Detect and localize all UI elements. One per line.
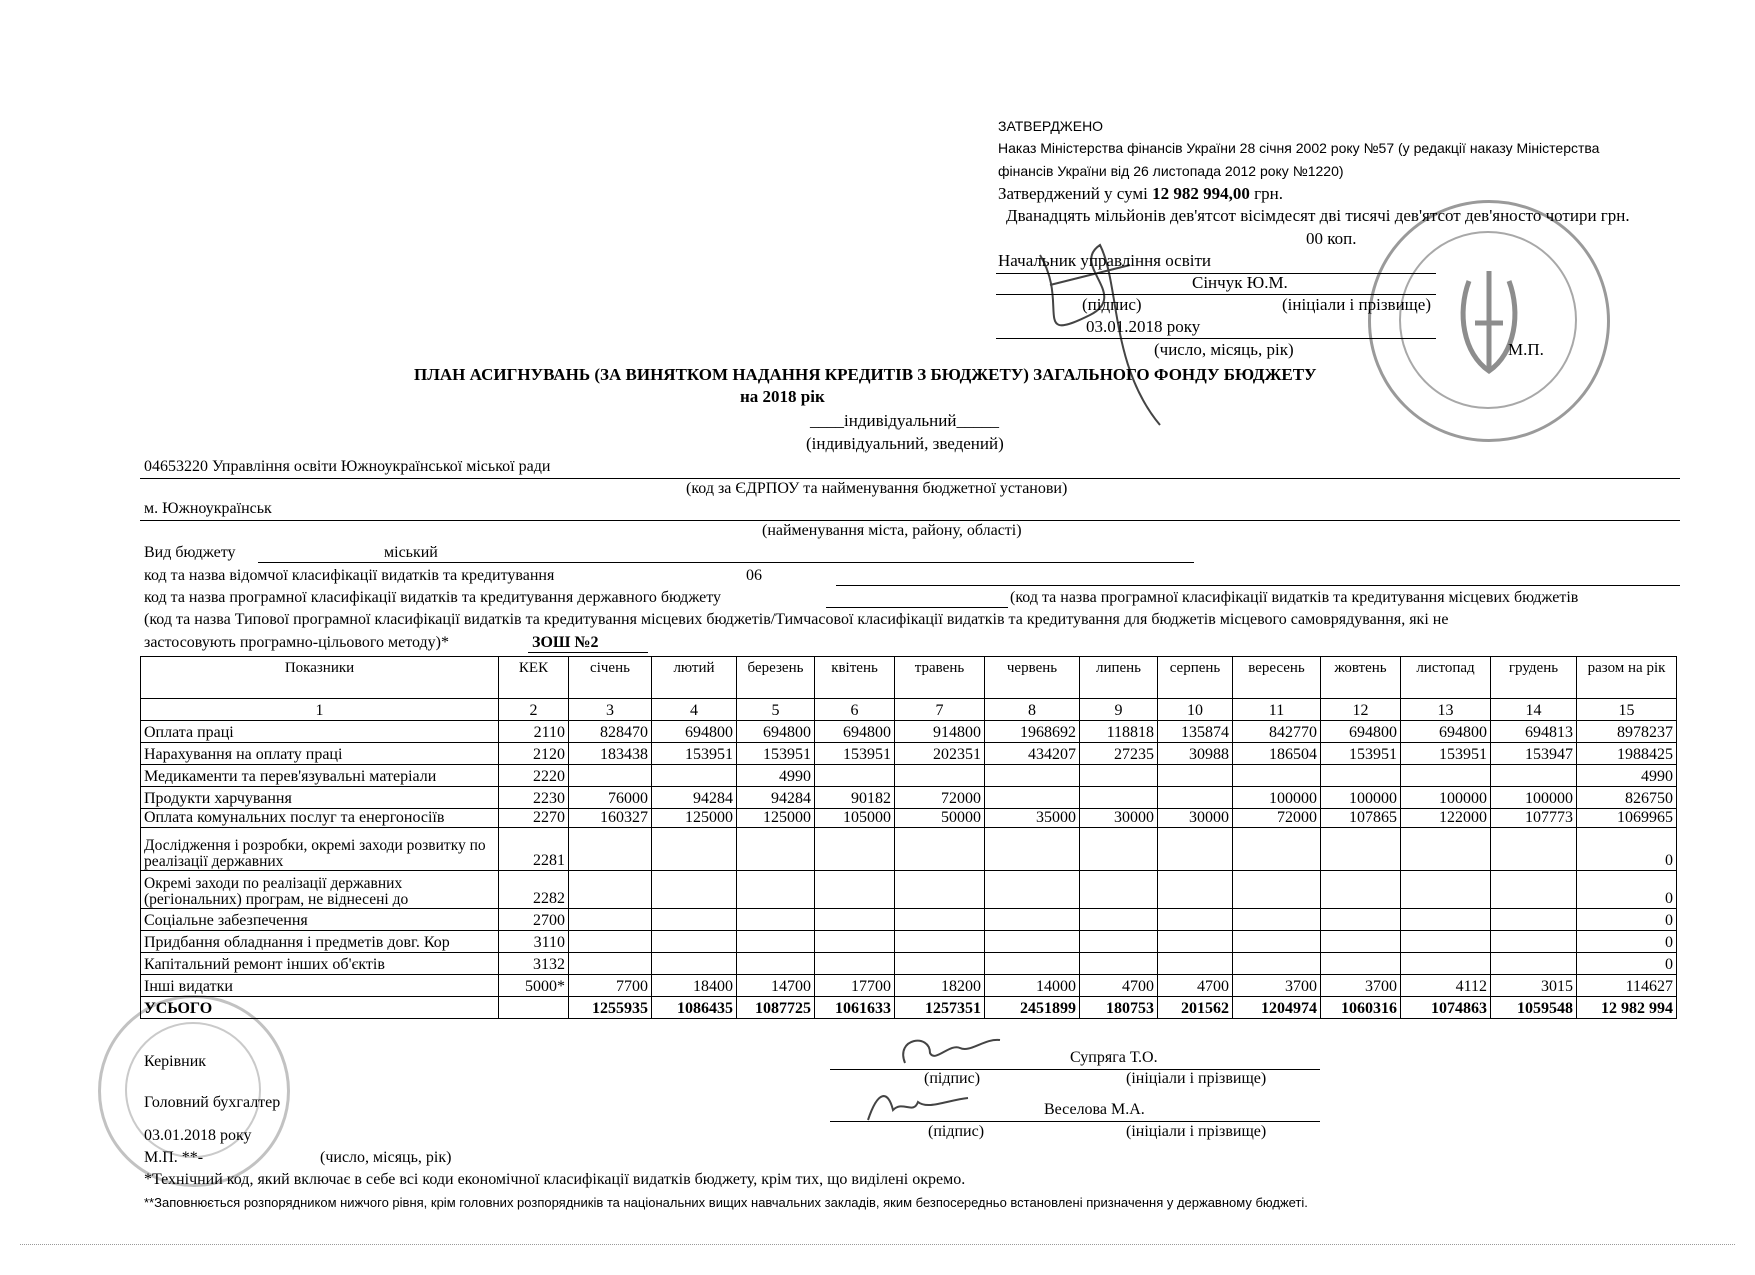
header-indicators: Показники [141, 657, 499, 699]
month-value-cell [1158, 828, 1233, 871]
month-value-cell: 14700 [737, 975, 815, 997]
month-value-cell [652, 909, 737, 931]
year-total-cell: 1988425 [1577, 743, 1677, 765]
header-jun: червень [985, 657, 1080, 699]
year-total-cell: 826750 [1577, 787, 1677, 809]
header-apr: квітень [815, 657, 895, 699]
month-value-cell [815, 871, 895, 909]
month-value-cell: 94284 [737, 787, 815, 809]
index-cell: 12 [1321, 699, 1401, 721]
indicator-name: Інші видатки [141, 975, 499, 997]
year-total-cell: 0 [1577, 909, 1677, 931]
index-cell: 5 [737, 699, 815, 721]
program-local-caption: (код та назва програмної класифікації видатків та кредитування місцевих бюджетів [1010, 589, 1579, 606]
month-value-cell [1080, 787, 1158, 809]
table-row [141, 975, 1677, 997]
month-value-cell: 135874 [1158, 721, 1233, 743]
year-total-cell: 12 982 994 [1577, 997, 1677, 1019]
signature-date: 03.01.2018 року [144, 1127, 252, 1144]
approval-order-line2: фінансів України від 26 листопада 2012 року №1220) [998, 163, 1344, 179]
month-value-cell: 35000 [985, 809, 1080, 828]
month-value-cell [1233, 765, 1321, 787]
month-value-cell: 1255935 [569, 997, 652, 1019]
indicator-name: Медикаменти та перев'язувальні матеріали [141, 765, 499, 787]
header-kek: КЕК [499, 657, 569, 699]
header-jul: липень [1080, 657, 1158, 699]
month-value-cell: 694800 [1321, 721, 1401, 743]
month-value-cell [569, 909, 652, 931]
month-value-cell: 94284 [652, 787, 737, 809]
indicator-name: Окремі заходи по реалізації державних (регіональних) програм, не віднесені до [141, 871, 499, 909]
month-value-cell: 30988 [1158, 743, 1233, 765]
month-value-cell [895, 931, 985, 953]
month-value-cell [1491, 765, 1577, 787]
kek-code [499, 997, 569, 1019]
month-value-cell: 4112 [1401, 975, 1491, 997]
month-value-cell [1080, 871, 1158, 909]
month-value-cell [815, 953, 895, 975]
month-value-cell: 100000 [1401, 787, 1491, 809]
table-header-row [141, 657, 1677, 699]
month-value-cell [1233, 871, 1321, 909]
month-value-cell [1321, 828, 1401, 871]
month-value-cell [652, 828, 737, 871]
approval-date-caption: (число, місяць, рік) [1154, 340, 1294, 359]
month-value-cell: 842770 [1233, 721, 1321, 743]
school-name: ЗОШ №2 [532, 634, 599, 651]
month-value-cell: 17700 [815, 975, 895, 997]
month-value-cell: 3015 [1491, 975, 1577, 997]
footnote-2: **Заповнюється розпорядником нижчого рівня, крім головних розпорядників та національних вищих навчальних закладів, яким безпосередньо встановлені призначення у державному бюджеті. [144, 1195, 1308, 1210]
month-value-cell [985, 828, 1080, 871]
index-cell: 3 [569, 699, 652, 721]
accountant-initials-caption: (ініціали і прізвище) [1126, 1123, 1267, 1140]
month-value-cell: 107865 [1321, 809, 1401, 828]
signature-date-caption: (число, місяць, рік) [320, 1149, 452, 1166]
month-value-cell: 180753 [1080, 997, 1158, 1019]
index-cell: 4 [652, 699, 737, 721]
approval-kop: 00 коп. [1306, 229, 1357, 248]
month-value-cell: 107773 [1491, 809, 1577, 828]
kek-code: 2110 [499, 721, 569, 743]
month-value-cell [895, 871, 985, 909]
approval-sign-caption: (підпис) [1082, 295, 1142, 314]
month-value-cell [1321, 909, 1401, 931]
month-value-cell [815, 765, 895, 787]
accountant-sign-caption: (підпис) [928, 1123, 985, 1140]
table-index-row [141, 699, 1677, 721]
month-value-cell [1321, 931, 1401, 953]
month-value-cell: 914800 [895, 721, 985, 743]
month-value-cell: 4700 [1158, 975, 1233, 997]
index-cell: 11 [1233, 699, 1321, 721]
month-value-cell [1158, 953, 1233, 975]
head-initials-caption: (ініціали і прізвище) [1126, 1070, 1267, 1087]
month-value-cell [1321, 871, 1401, 909]
month-value-cell: 694813 [1491, 721, 1577, 743]
header-dec: грудень [1491, 657, 1577, 699]
index-cell: 1 [141, 699, 499, 721]
header-jan: січень [569, 657, 652, 699]
month-value-cell [1233, 828, 1321, 871]
month-value-cell: 50000 [895, 809, 985, 828]
table-row [141, 953, 1677, 975]
month-value-cell [569, 765, 652, 787]
month-value-cell: 105000 [815, 809, 895, 828]
month-value-cell: 1087725 [737, 997, 815, 1019]
plan-kind-caption: (індивідуальний, зведений) [806, 434, 1004, 453]
month-value-cell [737, 871, 815, 909]
indicator-name: Соціальне забезпечення [141, 909, 499, 931]
month-value-cell: 30000 [1158, 809, 1233, 828]
table-row [141, 931, 1677, 953]
month-value-cell: 4990 [737, 765, 815, 787]
month-value-cell [985, 953, 1080, 975]
institution-name-caption: (код за ЄДРПОУ та найменування бюджетної установи) [686, 480, 1068, 497]
month-value-cell [1401, 931, 1491, 953]
dept-code-label: код та назва відомчої класифікації видатків та кредитування [144, 567, 555, 584]
header-may: травень [895, 657, 985, 699]
approval-sum-line [998, 184, 1283, 204]
head-name: Супряга Т.О. [1070, 1049, 1158, 1066]
year-total-cell: 4990 [1577, 765, 1677, 787]
month-value-cell: 694800 [815, 721, 895, 743]
month-value-cell [1080, 953, 1158, 975]
month-value-cell [985, 909, 1080, 931]
month-value-cell [652, 931, 737, 953]
month-value-cell [1080, 828, 1158, 871]
month-value-cell: 76000 [569, 787, 652, 809]
month-value-cell [895, 828, 985, 871]
head-label: Керівник [144, 1053, 207, 1070]
month-value-cell [1321, 953, 1401, 975]
kek-code: 2282 [499, 871, 569, 909]
program-code-label: код та назва програмної класифікації видатків та кредитування державного бюджету [144, 589, 722, 606]
year-total-cell: 0 [1577, 953, 1677, 975]
kek-code: 5000* [499, 975, 569, 997]
month-value-cell [1491, 931, 1577, 953]
month-value-cell: 4700 [1080, 975, 1158, 997]
table-row [141, 909, 1677, 931]
allocations-table [140, 656, 1677, 1019]
table-row [141, 743, 1677, 765]
header-feb: лютий [652, 657, 737, 699]
month-value-cell: 90182 [815, 787, 895, 809]
month-value-cell [1321, 765, 1401, 787]
month-value-cell: 18400 [652, 975, 737, 997]
month-value-cell [1233, 931, 1321, 953]
month-value-cell: 125000 [737, 809, 815, 828]
head-sign-caption: (підпис) [924, 1070, 981, 1087]
month-value-cell [1158, 765, 1233, 787]
indicator-name: Придбання обладнання і предметів довг. Кор [141, 931, 499, 953]
month-value-cell: 434207 [985, 743, 1080, 765]
budget-type-value: міський [384, 544, 438, 561]
accountant-name: Веселова М.А. [1044, 1101, 1145, 1118]
approval-sum-prefix: Затверджений у сумі [998, 184, 1148, 203]
month-value-cell: 100000 [1491, 787, 1577, 809]
month-value-cell [1233, 909, 1321, 931]
approval-head-name: Сінчук Ю.М. [1192, 273, 1288, 292]
table-body [141, 721, 1677, 1019]
month-value-cell: 1061633 [815, 997, 895, 1019]
month-value-cell [895, 953, 985, 975]
month-value-cell: 153951 [1401, 743, 1491, 765]
year-total-cell: 8978237 [1577, 721, 1677, 743]
month-value-cell: 7700 [569, 975, 652, 997]
month-value-cell: 1086435 [652, 997, 737, 1019]
month-value-cell: 1968692 [985, 721, 1080, 743]
month-value-cell: 72000 [895, 787, 985, 809]
document-title: ПЛАН АСИГНУВАНЬ (ЗА ВИНЯТКОМ НАДАННЯ КРЕДИТІВ З БЮДЖЕТУ) ЗАГАЛЬНОГО ФОНДУ БЮДЖЕТУ [414, 365, 1317, 384]
month-value-cell: 30000 [1080, 809, 1158, 828]
kek-code: 2270 [499, 809, 569, 828]
table-row [141, 787, 1677, 809]
month-value-cell [895, 765, 985, 787]
header-nov: листопад [1401, 657, 1491, 699]
year-total-cell: 1069965 [1577, 809, 1677, 828]
city-caption: (найменування міста, району, області) [762, 522, 1022, 539]
month-value-cell [1158, 909, 1233, 931]
month-value-cell [1080, 909, 1158, 931]
indicator-name: Капітальний ремонт інших об'єктів [141, 953, 499, 975]
index-cell: 9 [1080, 699, 1158, 721]
index-cell: 2 [499, 699, 569, 721]
header-mar: березень [737, 657, 815, 699]
footnote-1: *Технічний код, який включає в себе всі коди економічної класифікації видатків бюджету, крім тих, що виділені окремо. [144, 1171, 966, 1188]
approval-heading: ЗАТВЕРДЖЕНО [998, 118, 1104, 134]
header-aug: серпень [1158, 657, 1233, 699]
trident-emblem-icon [1371, 203, 1607, 439]
dept-code-value: 06 [746, 567, 762, 584]
month-value-cell [1401, 828, 1491, 871]
month-value-cell [1401, 953, 1491, 975]
month-value-cell: 3700 [1321, 975, 1401, 997]
indicator-name: Оплата праці [141, 721, 499, 743]
month-value-cell [652, 871, 737, 909]
month-value-cell: 125000 [652, 809, 737, 828]
year-total-cell: 114627 [1577, 975, 1677, 997]
month-value-cell [569, 871, 652, 909]
header-oct: жовтень [1321, 657, 1401, 699]
month-value-cell: 160327 [569, 809, 652, 828]
month-value-cell [1080, 765, 1158, 787]
approval-sum-value: 12 982 994,00 [1152, 184, 1250, 203]
month-value-cell [1491, 909, 1577, 931]
city-name: м. Южноукраїнськ [144, 500, 272, 517]
month-value-cell [569, 828, 652, 871]
month-value-cell: 153951 [737, 743, 815, 765]
month-value-cell: 1074863 [1401, 997, 1491, 1019]
indicator-name: Нарахування на оплату праці [141, 743, 499, 765]
indicator-name: Оплата комунальних послуг та енергоносіїв [141, 809, 499, 828]
month-value-cell: 828470 [569, 721, 652, 743]
approval-mp: М.П. [1508, 340, 1544, 359]
month-value-cell: 1059548 [1491, 997, 1577, 1019]
month-value-cell [737, 953, 815, 975]
month-value-cell: 72000 [1233, 809, 1321, 828]
month-value-cell [569, 953, 652, 975]
table-row [141, 721, 1677, 743]
index-cell: 13 [1401, 699, 1491, 721]
month-value-cell: 694800 [737, 721, 815, 743]
month-value-cell: 153947 [1491, 743, 1577, 765]
month-value-cell [985, 931, 1080, 953]
typical-classification-line2: застосовують програмно-цільового методу)* [144, 634, 449, 651]
approval-initials-caption: (ініціали і прізвище) [1282, 295, 1431, 314]
budget-type-label: Вид бюджету [144, 544, 236, 561]
plan-kind: ____індивідуальний_____ [810, 411, 999, 430]
approval-head-position: Начальник управління освіти [998, 251, 1211, 270]
month-value-cell: 1060316 [1321, 997, 1401, 1019]
month-value-cell: 694800 [652, 721, 737, 743]
month-value-cell: 118818 [1080, 721, 1158, 743]
signature-mp: М.П. **- [144, 1149, 204, 1166]
month-value-cell [737, 909, 815, 931]
month-value-cell: 153951 [652, 743, 737, 765]
month-value-cell: 694800 [1401, 721, 1491, 743]
month-value-cell: 153951 [815, 743, 895, 765]
month-value-cell: 100000 [1321, 787, 1401, 809]
month-value-cell: 201562 [1158, 997, 1233, 1019]
month-value-cell [985, 787, 1080, 809]
month-value-cell [1491, 828, 1577, 871]
year-total-cell: 0 [1577, 871, 1677, 909]
approval-sum-words: Дванадцять мільйонів дев'ятсот вісімдесят дві тисячі дев'ятсот дев'яносто чотири грн. [1006, 206, 1630, 225]
institution-name: 04653220 Управління освіти Южноукраїнської міської ради [144, 458, 551, 475]
kek-code: 2220 [499, 765, 569, 787]
month-value-cell: 183438 [569, 743, 652, 765]
month-value-cell [1233, 953, 1321, 975]
month-value-cell [652, 953, 737, 975]
table-total-row [141, 997, 1677, 1019]
month-value-cell [1158, 787, 1233, 809]
kek-code: 2230 [499, 787, 569, 809]
month-value-cell [1491, 953, 1577, 975]
indicator-name: Дослідження і розробки, окремі заходи розвитку по реалізації державних [141, 828, 499, 871]
month-value-cell: 186504 [1233, 743, 1321, 765]
approval-date: 03.01.2018 року [1086, 317, 1201, 336]
month-value-cell: 18200 [895, 975, 985, 997]
month-value-cell [985, 871, 1080, 909]
approval-order-line1: Наказ Міністерства фінансів України 28 січня 2002 року №57 (у редакції наказу Міністерства [998, 140, 1600, 156]
month-value-cell [815, 828, 895, 871]
approval-sum-suffix: грн. [1254, 184, 1283, 203]
index-cell: 6 [815, 699, 895, 721]
month-value-cell [1491, 871, 1577, 909]
official-seal-stamp [1368, 200, 1610, 442]
index-cell: 10 [1158, 699, 1233, 721]
header-sep: вересень [1233, 657, 1321, 699]
table-row [141, 871, 1677, 909]
kek-code: 3110 [499, 931, 569, 953]
month-value-cell: 3700 [1233, 975, 1321, 997]
month-value-cell: 14000 [985, 975, 1080, 997]
table-row [141, 765, 1677, 787]
month-value-cell [652, 765, 737, 787]
kek-code: 2120 [499, 743, 569, 765]
month-value-cell: 202351 [895, 743, 985, 765]
table-row [141, 809, 1677, 828]
month-value-cell: 153951 [1321, 743, 1401, 765]
month-value-cell [815, 909, 895, 931]
kek-code: 2700 [499, 909, 569, 931]
index-cell: 15 [1577, 699, 1677, 721]
index-cell: 14 [1491, 699, 1577, 721]
typical-classification-line1: (код та назва Типової програмної класифікації видатків та кредитування місцевих бюджетів/Тимчасової класифікації видатків та кредитування для бюджетів місцевого самоврядування, які не [144, 611, 1449, 628]
month-value-cell [737, 828, 815, 871]
document-year: на 2018 рік [740, 387, 825, 406]
kek-code: 2281 [499, 828, 569, 871]
month-value-cell [737, 931, 815, 953]
month-value-cell [1158, 871, 1233, 909]
kek-code: 3132 [499, 953, 569, 975]
month-value-cell: 1204974 [1233, 997, 1321, 1019]
month-value-cell [1401, 909, 1491, 931]
month-value-cell [1401, 765, 1491, 787]
accountant-label: Головний бухгалтер [144, 1094, 281, 1111]
index-cell: 8 [985, 699, 1080, 721]
year-total-cell: 0 [1577, 828, 1677, 871]
month-value-cell: 122000 [1401, 809, 1491, 828]
year-total-cell: 0 [1577, 931, 1677, 953]
month-value-cell [1080, 931, 1158, 953]
month-value-cell: 1257351 [895, 997, 985, 1019]
month-value-cell [1401, 871, 1491, 909]
month-value-cell [815, 931, 895, 953]
month-value-cell: 27235 [1080, 743, 1158, 765]
month-value-cell [1158, 931, 1233, 953]
indicator-name: Продукти харчування [141, 787, 499, 809]
month-value-cell [569, 931, 652, 953]
index-cell: 7 [895, 699, 985, 721]
header-year-total: разом на рік [1577, 657, 1677, 699]
indicator-name: УСЬОГО [141, 997, 499, 1019]
table-row [141, 828, 1677, 871]
month-value-cell [895, 909, 985, 931]
month-value-cell: 100000 [1233, 787, 1321, 809]
month-value-cell: 2451899 [985, 997, 1080, 1019]
month-value-cell [985, 765, 1080, 787]
